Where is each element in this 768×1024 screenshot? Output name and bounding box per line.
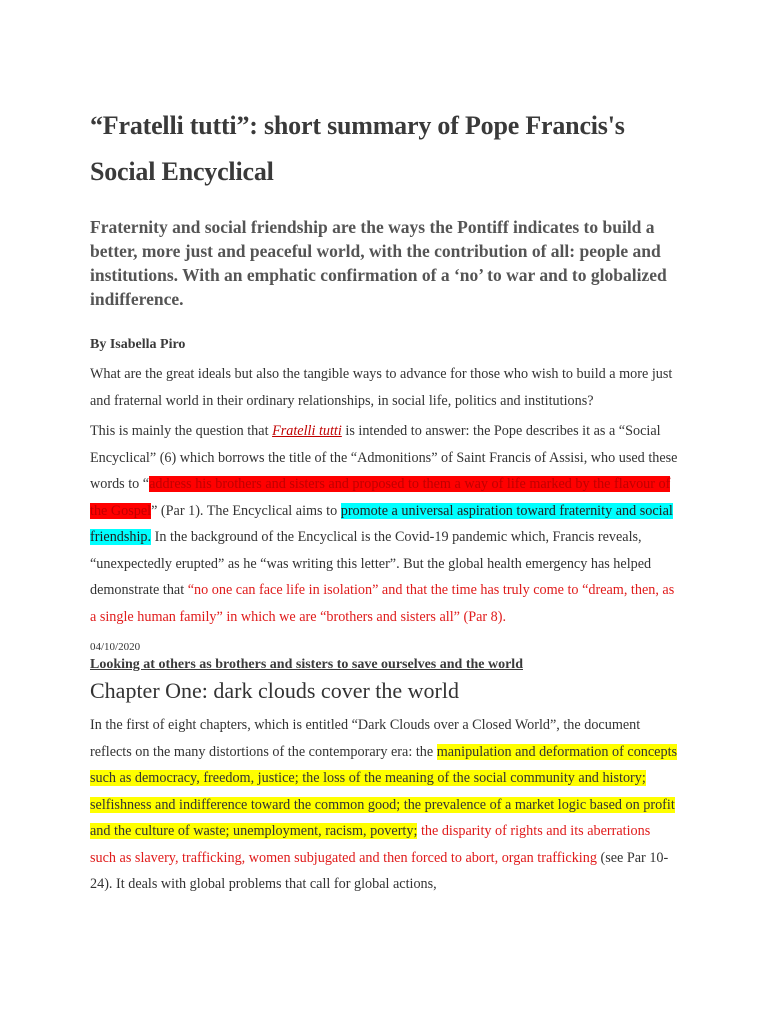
cyan-highlight: promote a universal aspiration toward fraternity and social friendship. [90, 502, 673, 545]
text-run: This is mainly the question that [90, 423, 273, 439]
text-run: ” (Par 1). The Encyclical aims to [151, 502, 341, 519]
paragraph-main [90, 418, 678, 630]
paragraph-chapter-one [90, 712, 678, 898]
text-run: (see Par 10-24). It deals with global problems that call for global actions, [90, 849, 669, 892]
article-lead: Fraternity and social friendship are the ways the Pontiff indicates to build a better, more just and peaceful world, with the contribution of all: people and institutions. With an emphatic confirmation of a ‘no’ to war and to globalized indifference. [90, 217, 667, 309]
yellow-highlight: manipulation and deformation of concepts such as democracy, freedom, justice; the loss of the meaning of the social community and history; selfishness and indifference toward the common good; the prevalence of a market logic based on profit and the culture of waste; unemployment, racism, poverty; [90, 743, 678, 839]
publish-date: 04/10/2020 [90, 641, 141, 653]
red-text: “no one can face life in isolation” and that the time has truly come to “dream, then, as a single human family” in which we are “brothers and sisters all” (Par 8). [90, 582, 675, 625]
red-highlight: address his brothers and sisters and proposed to them a way of life marked by the flavour of the Gospel [90, 476, 671, 519]
fratelli-tutti-link[interactable]: Fratelli tutti [272, 423, 342, 439]
paragraph-intro: What are the great ideals but also the tangible ways to advance for those who wish to build a more just and fraternal world in their ordinary relationships, in social life, politics and institutions? [90, 366, 673, 409]
red-text: the disparity of rights and its aberrations such as slavery, trafficking, women subjugated and then forced to abort, organ trafficking [90, 823, 651, 866]
text-run: In the first of eight chapters, which is entitled “Dark Clouds over a Closed World”, the document reflects on the many distortions of the contemporary era: the [90, 717, 641, 760]
byline: By Isabella Piro [90, 337, 186, 352]
text-run: is intended to answer: the Pope describes it as a “Social Encyclical” (6) which borrows the title of the “Admonitions” of Saint Francis of Assisi, who used these words to “ [90, 423, 678, 492]
article-title: “Fratelli tutti”: short summary of Pope Francis's Social Encyclical [90, 111, 625, 186]
text-run: In the background of the Encyclical is the Covid-19 pandemic which, Francis reveals, “unexpectedly erupted” as he “was writing this letter”. But the global health emergency has helped demonstrate that [90, 529, 652, 598]
section-subheading-link[interactable]: Looking at others as brothers and sisters to save ourselves and the world [90, 657, 523, 672]
chapter-heading: Chapter One: dark clouds cover the world [90, 678, 459, 703]
